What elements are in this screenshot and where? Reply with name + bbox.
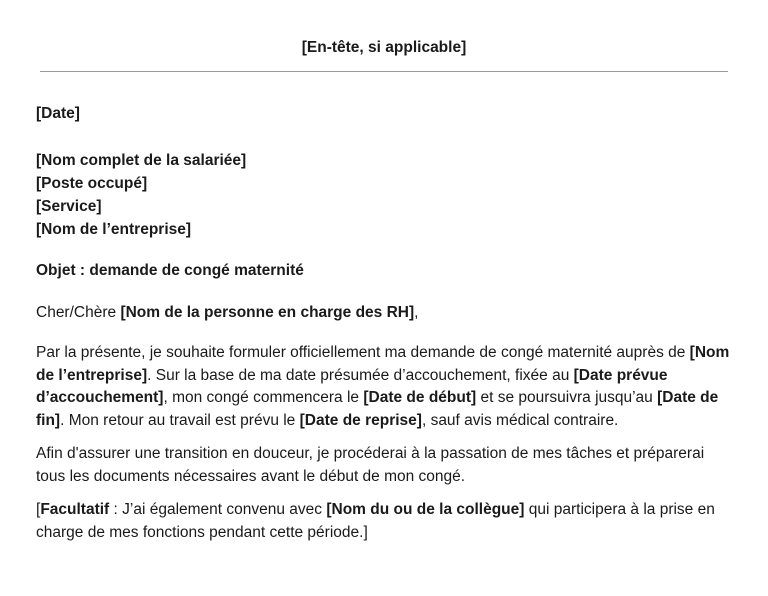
paragraph-text: : J’ai également convenu avec [109, 501, 327, 518]
paragraph-text: , sauf avis médical contraire. [421, 411, 619, 429]
employee-service: [Service] [36, 198, 102, 215]
colleague-placeholder: [Nom du ou de la collègue] [326, 501, 525, 518]
paragraph-text: . Sur la base de ma date présumée d’accouchement, fixée au [147, 366, 574, 384]
paragraph-text: . Mon retour au travail est prévu le [60, 411, 300, 429]
return-date-placeholder: [Date de reprise] [299, 411, 422, 429]
paragraph-leave-dates [36, 342, 732, 432]
bracket-open: [ [36, 501, 41, 518]
paragraph-transition: Afin d'assurer une transition en douceur, je procéderai à la passation de mes tâches et préparerai tous les documents nécessaires avant le début de mon congé. [36, 445, 705, 485]
employee-position: [Poste occupé] [36, 175, 148, 192]
paragraph-text: , mon congé commencera le [163, 389, 364, 406]
start-date-placeholder: [Date de début] [363, 389, 477, 406]
end-date-placeholder: [Date de fin] [36, 389, 719, 429]
paragraph-optional [36, 499, 732, 544]
hr-name-placeholder: [Nom de la personne en charge des RH] [120, 304, 415, 321]
greeting-prefix: Cher/Chère [36, 304, 121, 321]
greeting-suffix: , [414, 304, 419, 321]
company-name: [Nom de l’entreprise] [36, 221, 192, 238]
optional-label: Facultatif [40, 501, 110, 518]
letter-subject: Objet : demande de congé maternité [36, 262, 304, 279]
paragraph-text: qui participera à la prise en charge de mes fonctions pendant cette période.] [36, 501, 715, 541]
header-divider [40, 71, 728, 72]
recipient-block [36, 149, 732, 241]
paragraph-text: et se poursuivra jusqu’au [476, 389, 658, 406]
paragraph-text: Par la présente, je souhaite formuler officiellement ma demande de congé maternité auprès de [36, 344, 690, 361]
employee-name: [Nom complet de la salariée] [36, 152, 247, 169]
letter-header: [En-tête, si applicable] [301, 39, 467, 56]
letter-greeting [36, 302, 732, 324]
company-placeholder: [Nom de l’entreprise] [36, 344, 730, 384]
date-placeholder: [Date] [36, 105, 80, 122]
due-date-placeholder: [Date prévue d’accouchement] [36, 366, 668, 406]
